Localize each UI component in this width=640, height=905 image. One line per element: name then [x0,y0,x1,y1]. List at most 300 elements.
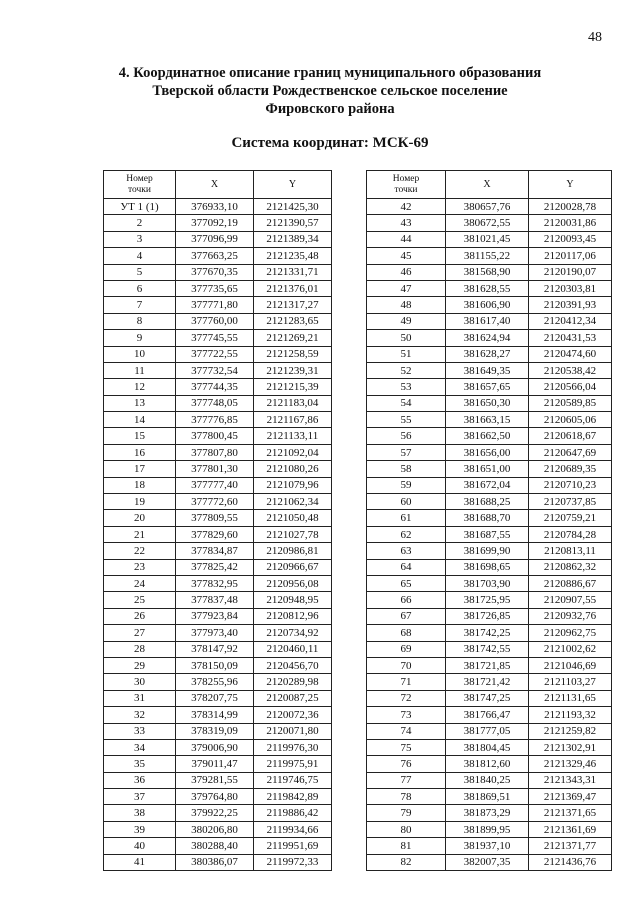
table-row [367,641,612,657]
x-coordinate-cell: 380657,76 [446,199,529,215]
table-row [367,346,612,362]
heading-line-3: Фировского района [265,101,395,117]
y-coordinate-cell: 2121103,27 [529,674,612,690]
y-coordinate-cell: 2121389,34 [254,231,332,247]
x-coordinate-cell: 377837,48 [176,592,254,608]
y-coordinate-cell: 2121343,31 [529,772,612,788]
table-row [104,428,332,444]
x-coordinate-cell: 377834,87 [176,543,254,559]
y-coordinate-cell: 2121167,86 [254,412,332,428]
table-row [104,608,332,624]
point-number-cell: 6 [104,280,176,296]
y-coordinate-cell: 2121080,26 [254,461,332,477]
section-heading [60,64,600,118]
y-coordinate-cell: 2121331,71 [254,264,332,280]
table-row [104,838,332,854]
point-number-cell: 24 [104,575,176,591]
y-coordinate-cell: 2121027,78 [254,526,332,542]
y-coordinate-cell: 2120072,36 [254,707,332,723]
point-number-cell: 5 [104,264,176,280]
table-row [104,412,332,428]
table-row [104,625,332,641]
x-coordinate-cell: 377801,30 [176,461,254,477]
table-row [367,215,612,231]
point-number-cell: 10 [104,346,176,362]
table-row [104,313,332,329]
header-point-line1: Номер [392,173,420,184]
x-coordinate-cell: 381687,55 [446,526,529,542]
table-row [104,674,332,690]
y-coordinate-cell: 2120391,93 [529,297,612,313]
x-coordinate-cell: 377973,40 [176,625,254,641]
x-coordinate-cell: 377800,45 [176,428,254,444]
x-coordinate-cell: 377829,60 [176,526,254,542]
point-number-cell: 71 [367,674,446,690]
table-row [104,330,332,346]
x-coordinate-cell: 378147,92 [176,641,254,657]
table-row [104,379,332,395]
point-number-cell: 61 [367,510,446,526]
y-coordinate-cell: 2120093,45 [529,231,612,247]
table-row [104,756,332,772]
point-number-cell: 39 [104,821,176,837]
point-number-cell: 16 [104,444,176,460]
y-coordinate-cell: 2120689,35 [529,461,612,477]
point-number-cell: 23 [104,559,176,575]
x-coordinate-cell: 377745,55 [176,330,254,346]
table-row [367,412,612,428]
point-number-cell: 22 [104,543,176,559]
point-number-cell: 70 [367,657,446,673]
y-coordinate-cell: 2121436,76 [529,854,612,870]
point-number-cell: 75 [367,739,446,755]
table-row [104,854,332,870]
y-coordinate-cell: 2120087,25 [254,690,332,706]
y-coordinate-cell: 2119951,69 [254,838,332,854]
table-row [104,444,332,460]
y-coordinate-cell: 2120956,08 [254,575,332,591]
point-number-cell: 74 [367,723,446,739]
x-coordinate-cell: 377772,60 [176,494,254,510]
x-coordinate-cell: 378319,09 [176,723,254,739]
x-coordinate-cell: 377825,42 [176,559,254,575]
point-number-cell: 78 [367,789,446,805]
y-coordinate-cell: 2121258,59 [254,346,332,362]
point-number-cell: 68 [367,625,446,641]
y-coordinate-cell: 2120932,76 [529,608,612,624]
y-coordinate-cell: 2121050,48 [254,510,332,526]
table-row [367,444,612,460]
x-coordinate-cell: 381649,35 [446,362,529,378]
point-number-cell: 8 [104,313,176,329]
x-coordinate-cell: 381617,40 [446,313,529,329]
point-number-cell: 66 [367,592,446,608]
page-number: 48 [588,30,602,45]
x-coordinate-cell: 377670,35 [176,264,254,280]
y-coordinate-cell: 2121369,47 [529,789,612,805]
x-coordinate-cell: 381688,25 [446,494,529,510]
x-coordinate-cell: 381812,60 [446,756,529,772]
x-coordinate-cell: 381624,94 [446,330,529,346]
x-coordinate-cell: 377663,25 [176,248,254,264]
point-number-cell: 27 [104,625,176,641]
point-number-cell: 76 [367,756,446,772]
table-row [104,297,332,313]
point-number-cell: 37 [104,789,176,805]
x-coordinate-cell: 381650,30 [446,395,529,411]
x-coordinate-cell: 381568,90 [446,264,529,280]
x-coordinate-cell: 381703,90 [446,575,529,591]
table-row [367,428,612,444]
y-coordinate-cell: 2119842,89 [254,789,332,805]
x-coordinate-cell: 379764,80 [176,789,254,805]
x-coordinate-cell: 381873,29 [446,805,529,821]
point-number-cell: 26 [104,608,176,624]
table-header-row [104,171,332,199]
point-number-cell: 53 [367,379,446,395]
y-coordinate-cell: 2119746,75 [254,772,332,788]
table-row [367,248,612,264]
y-coordinate-cell: 2121425,30 [254,199,332,215]
y-coordinate-cell: 2120986,81 [254,543,332,559]
y-coordinate-cell: 2120618,67 [529,428,612,444]
table-row [367,690,612,706]
x-coordinate-cell: 381899,95 [446,821,529,837]
y-coordinate-cell: 2121329,46 [529,756,612,772]
y-coordinate-cell: 2121131,65 [529,690,612,706]
x-coordinate-cell: 381628,27 [446,346,529,362]
point-number-cell: 45 [367,248,446,264]
table-row [104,494,332,510]
y-coordinate-cell: 2120303,81 [529,280,612,296]
y-coordinate-cell: 2120862,32 [529,559,612,575]
table-row [104,461,332,477]
x-coordinate-cell: 381657,65 [446,379,529,395]
table-row [367,559,612,575]
y-coordinate-cell: 2121193,32 [529,707,612,723]
coordinates-table-right [366,170,612,871]
point-number-cell: 30 [104,674,176,690]
point-number-cell: 13 [104,395,176,411]
table-row [367,477,612,493]
table-row [367,838,612,854]
point-number-cell: 79 [367,805,446,821]
x-coordinate-cell: 381721,85 [446,657,529,673]
point-number-cell: 59 [367,477,446,493]
y-coordinate-cell: 2120812,96 [254,608,332,624]
y-coordinate-cell: 2121062,34 [254,494,332,510]
table-row [104,575,332,591]
x-coordinate-cell: 381698,65 [446,559,529,575]
point-number-cell: 18 [104,477,176,493]
point-number-cell: 35 [104,756,176,772]
table-row [104,264,332,280]
y-coordinate-cell: 2121390,57 [254,215,332,231]
y-coordinate-cell: 2120289,98 [254,674,332,690]
table-row [367,362,612,378]
table-row [104,199,332,215]
x-coordinate-cell: 377748,05 [176,395,254,411]
point-number-cell: 9 [104,330,176,346]
x-coordinate-cell: 379281,55 [176,772,254,788]
point-number-cell: 34 [104,739,176,755]
x-coordinate-cell: 378207,75 [176,690,254,706]
y-coordinate-cell: 2120813,11 [529,543,612,559]
y-coordinate-cell: 2121361,69 [529,821,612,837]
point-number-cell: 51 [367,346,446,362]
table-row [367,313,612,329]
point-number-cell: 42 [367,199,446,215]
header-point-line2: точки [394,184,418,195]
point-number-cell: 80 [367,821,446,837]
y-coordinate-cell: 2120647,69 [529,444,612,460]
x-coordinate-cell: 381699,90 [446,543,529,559]
y-coordinate-cell: 2121259,82 [529,723,612,739]
point-number-cell: 33 [104,723,176,739]
x-coordinate-cell: 381662,50 [446,428,529,444]
y-coordinate-cell: 2120538,42 [529,362,612,378]
x-coordinate-cell: 381021,45 [446,231,529,247]
point-number-cell: 65 [367,575,446,591]
x-coordinate-cell: 378314,99 [176,707,254,723]
table-row [104,346,332,362]
header-y: Y [529,171,612,199]
table-row [367,543,612,559]
point-number-cell: 50 [367,330,446,346]
y-coordinate-cell: 2120784,28 [529,526,612,542]
x-coordinate-cell: 381869,51 [446,789,529,805]
y-coordinate-cell: 2120456,70 [254,657,332,673]
point-number-cell: 73 [367,707,446,723]
table-row [367,494,612,510]
x-coordinate-cell: 381628,55 [446,280,529,296]
x-coordinate-cell: 378255,96 [176,674,254,690]
table-row [367,723,612,739]
point-number-cell: 17 [104,461,176,477]
x-coordinate-cell: 381804,45 [446,739,529,755]
table-row [367,625,612,641]
y-coordinate-cell: 2119976,30 [254,739,332,755]
y-coordinate-cell: 2120190,07 [529,264,612,280]
y-coordinate-cell: 2120474,60 [529,346,612,362]
x-coordinate-cell: 377722,55 [176,346,254,362]
point-number-cell: 57 [367,444,446,460]
point-number-cell: 32 [104,707,176,723]
table-header-row [367,171,612,199]
x-coordinate-cell: 377744,35 [176,379,254,395]
point-number-cell: 77 [367,772,446,788]
table-row [367,199,612,215]
point-number-cell: 52 [367,362,446,378]
y-coordinate-cell: 2121046,69 [529,657,612,673]
x-coordinate-cell: 381663,15 [446,412,529,428]
y-coordinate-cell: 2120412,34 [529,313,612,329]
table-row [104,510,332,526]
point-number-cell: 60 [367,494,446,510]
point-number-cell: 63 [367,543,446,559]
point-number-cell: 81 [367,838,446,854]
table-row [104,772,332,788]
point-number-cell: 21 [104,526,176,542]
heading-line-1: 4. Координатное описание границ муниципального образования [118,65,542,81]
x-coordinate-cell: 377735,65 [176,280,254,296]
y-coordinate-cell: 2119886,42 [254,805,332,821]
table-row [104,805,332,821]
x-coordinate-cell: 382007,35 [446,854,529,870]
point-number-cell: 82 [367,854,446,870]
point-number-cell: 47 [367,280,446,296]
point-number-cell: 19 [104,494,176,510]
table-row [367,821,612,837]
table-row [367,526,612,542]
table-row [104,248,332,264]
x-coordinate-cell: 377096,99 [176,231,254,247]
point-number-cell: 2 [104,215,176,231]
point-number-cell: 14 [104,412,176,428]
y-coordinate-cell: 2120566,04 [529,379,612,395]
table-row [104,657,332,673]
table-row [367,805,612,821]
table-row [104,690,332,706]
x-coordinate-cell: 381651,00 [446,461,529,477]
point-number-cell: 20 [104,510,176,526]
table-row [104,231,332,247]
table-row [367,280,612,296]
y-coordinate-cell: 2121317,27 [254,297,332,313]
y-coordinate-cell: 2121183,04 [254,395,332,411]
point-number-cell: 43 [367,215,446,231]
x-coordinate-cell: 381688,70 [446,510,529,526]
point-number-cell: 67 [367,608,446,624]
point-number-cell: 28 [104,641,176,657]
point-number-cell: 69 [367,641,446,657]
header-x: X [176,171,254,199]
point-number-cell: 41 [104,854,176,870]
table-row [104,789,332,805]
table-row [104,592,332,608]
y-coordinate-cell: 2120886,67 [529,575,612,591]
x-coordinate-cell: 377809,55 [176,510,254,526]
x-coordinate-cell: 378150,09 [176,657,254,673]
y-coordinate-cell: 2121133,11 [254,428,332,444]
table-row [367,739,612,755]
y-coordinate-cell: 2120117,06 [529,248,612,264]
point-number-cell: 55 [367,412,446,428]
point-number-cell: 49 [367,313,446,329]
x-coordinate-cell: 377760,00 [176,313,254,329]
table-row [367,264,612,280]
point-number-cell: УТ 1 (1) [104,199,176,215]
table-row [367,657,612,673]
point-number-cell: 48 [367,297,446,313]
y-coordinate-cell: 2120966,67 [254,559,332,575]
y-coordinate-cell: 2121215,39 [254,379,332,395]
x-coordinate-cell: 377771,80 [176,297,254,313]
x-coordinate-cell: 377776,85 [176,412,254,428]
x-coordinate-cell: 379011,47 [176,756,254,772]
heading-line-2: Тверской области Рождественское сельское поселение [152,83,508,99]
y-coordinate-cell: 2119975,91 [254,756,332,772]
y-coordinate-cell: 2120460,11 [254,641,332,657]
point-number-cell: 44 [367,231,446,247]
x-coordinate-cell: 381937,10 [446,838,529,854]
header-x: X [446,171,529,199]
header-point-line2: точки [127,184,151,195]
y-coordinate-cell: 2120948,95 [254,592,332,608]
table-row [367,395,612,411]
x-coordinate-cell: 377832,95 [176,575,254,591]
table-row [367,510,612,526]
point-number-cell: 62 [367,526,446,542]
point-number-cell: 64 [367,559,446,575]
table-row [104,559,332,575]
x-coordinate-cell: 379006,90 [176,739,254,755]
y-coordinate-cell: 2120589,85 [529,395,612,411]
y-coordinate-cell: 2121376,01 [254,280,332,296]
x-coordinate-cell: 380206,80 [176,821,254,837]
table-row [367,592,612,608]
y-coordinate-cell: 2120962,75 [529,625,612,641]
point-number-cell: 29 [104,657,176,673]
y-coordinate-cell: 2119934,66 [254,821,332,837]
x-coordinate-cell: 381840,25 [446,772,529,788]
x-coordinate-cell: 377732,54 [176,362,254,378]
point-number-cell: 25 [104,592,176,608]
point-number-cell: 54 [367,395,446,411]
table-row [104,707,332,723]
x-coordinate-cell: 377092,19 [176,215,254,231]
table-row [367,608,612,624]
y-coordinate-cell: 2120431,53 [529,330,612,346]
table-row [104,641,332,657]
x-coordinate-cell: 381656,00 [446,444,529,460]
x-coordinate-cell: 377807,80 [176,444,254,460]
point-number-cell: 72 [367,690,446,706]
table-row [367,674,612,690]
point-number-cell: 7 [104,297,176,313]
point-number-cell: 3 [104,231,176,247]
y-coordinate-cell: 2121079,96 [254,477,332,493]
x-coordinate-cell: 380672,55 [446,215,529,231]
y-coordinate-cell: 2120071,80 [254,723,332,739]
x-coordinate-cell: 381742,55 [446,641,529,657]
point-number-cell: 58 [367,461,446,477]
x-coordinate-cell: 381747,25 [446,690,529,706]
table-body-left [104,199,332,871]
table-row [104,821,332,837]
header-y: Y [254,171,332,199]
table-row [367,772,612,788]
y-coordinate-cell: 2121239,31 [254,362,332,378]
point-number-cell: 4 [104,248,176,264]
y-coordinate-cell: 2121092,04 [254,444,332,460]
table-row [104,526,332,542]
x-coordinate-cell: 377777,40 [176,477,254,493]
table-row [367,854,612,870]
y-coordinate-cell: 2120759,21 [529,510,612,526]
x-coordinate-cell: 381725,95 [446,592,529,608]
x-coordinate-cell: 381742,25 [446,625,529,641]
y-coordinate-cell: 2120028,78 [529,199,612,215]
table-row [104,739,332,755]
table-row [104,215,332,231]
y-coordinate-cell: 2120605,06 [529,412,612,428]
point-number-cell: 15 [104,428,176,444]
table-row [367,461,612,477]
table-row [367,297,612,313]
point-number-cell: 31 [104,690,176,706]
x-coordinate-cell: 379922,25 [176,805,254,821]
